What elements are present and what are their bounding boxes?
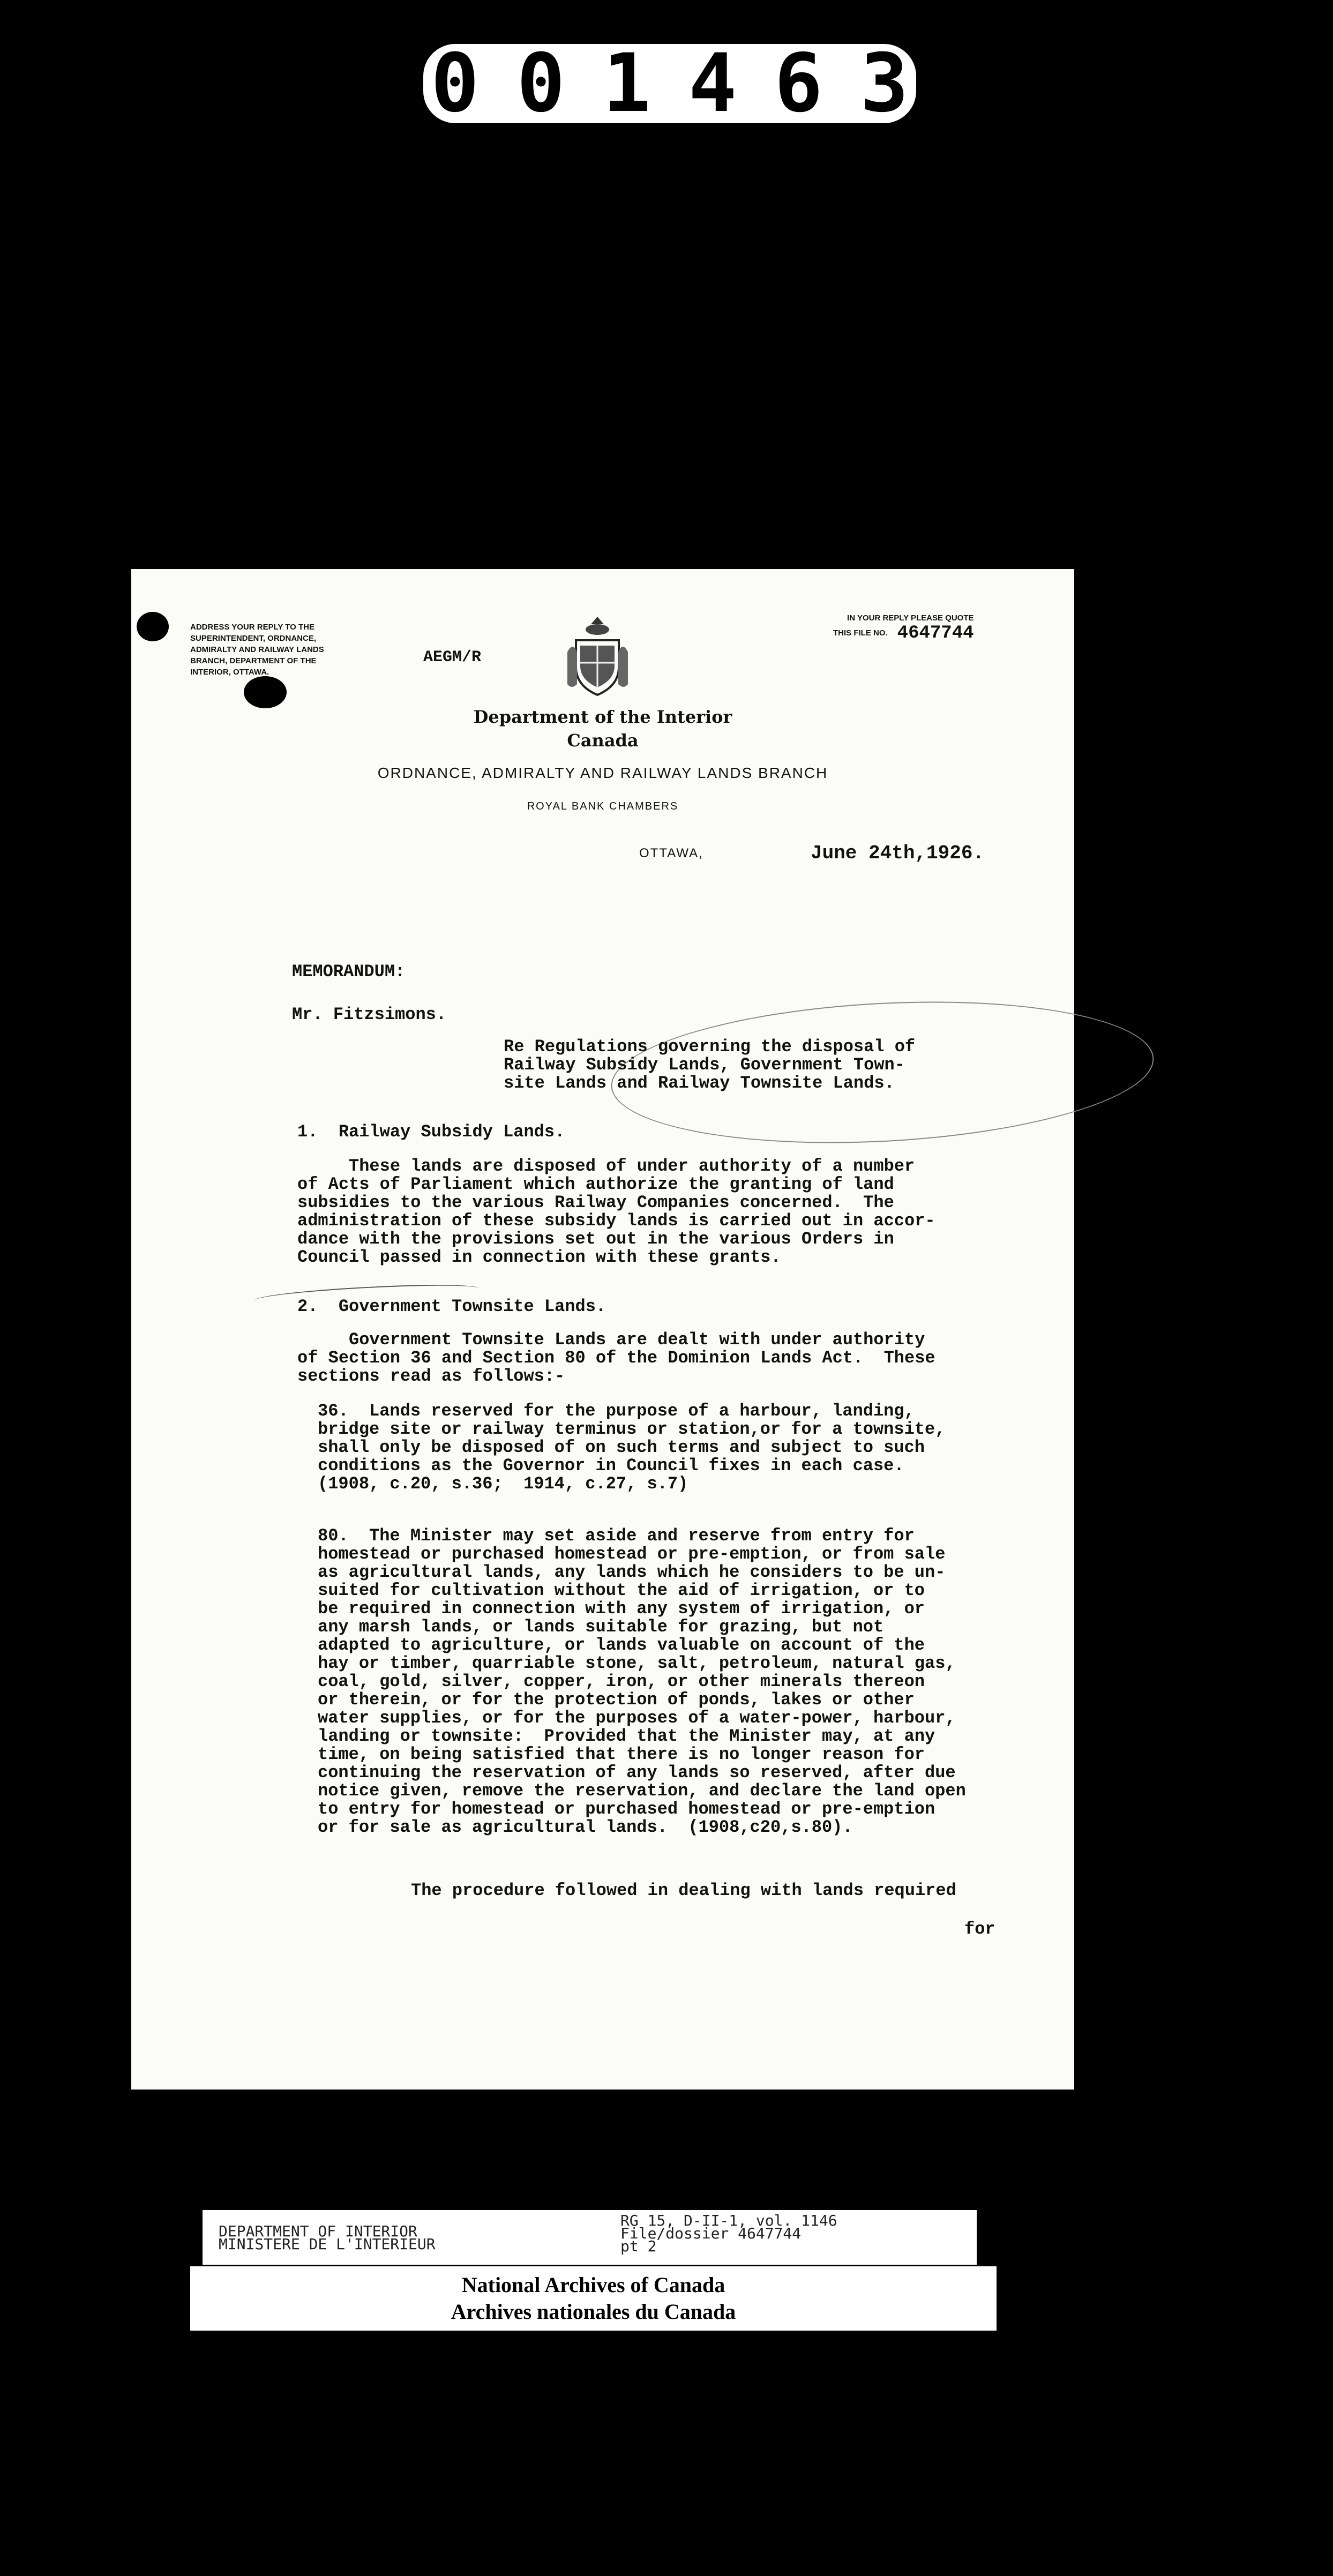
archive-ref-line-2: File/dossier 4647744 <box>620 2225 802 2242</box>
clause-80: 80. The Minister may set aside and reserve from entry for homestead or purchased homestead or pre-emption, or from sale as agricultural lands, any lands which he considers to be un- suited for cultivation without the aid of irrigation, or to be required in connection with any system of irrigation, or any marsh lands, or lands suitable for grazing, but not adapted to agriculture, or lands valuable on account of the hay or timber, quarriable stone, salt, petroleum, natural gas, coal, gold, silver, copper, iron, or other minerals thereon or therein, or for the protection of ponds, lakes or other water supplies, or for the purposes of a water-power, harbour, landing or townsite: Provided that the Minister may, at any time, on being satisfied that there is no longer reason for continuing the reservation of any lands so reserved, after due notice given, remove the reservation, and declare the land open to entry for homestead or purchased homestead or pre-emption or for sale as agricultural lands. (1908,c20,s.80). <box>318 1526 966 1837</box>
punch-hole <box>137 612 169 641</box>
archive-reference <box>620 2214 837 2253</box>
chambers: ROYAL BANK CHAMBERS <box>527 800 679 812</box>
punch-hole <box>244 676 287 708</box>
file-number: 4647744 <box>897 623 974 644</box>
memo-recipient: Mr. Fitzsimons. <box>292 1005 447 1024</box>
archive-ref-line-1: RG 15, D-II-1, vol. 1146 <box>620 2212 837 2229</box>
archive-reference-box <box>203 2210 977 2265</box>
section-2-title: 2. Government Townsite Lands. <box>297 1297 606 1316</box>
file-label: THIS FILE NO. <box>833 628 888 638</box>
clause-36: 36. Lands reserved for the purpose of a harbour, landing, bridge site or railway terminus or station,or for a townsite, shall only be disposed of on such terms and subject to such conditions as the Governor in Council fixes in each case. (1908, c.20, s.36; 1914, c.27, s.7) <box>318 1401 946 1494</box>
branch-name: ORDNANCE, ADMIRALTY AND RAILWAY LANDS BRANCH <box>377 765 828 781</box>
memo-subject: Re Regulations governing the disposal of Railway Subsidy Lands, Government Town- site Lands and Railway Townsite Lands. <box>504 1037 916 1093</box>
reference-code: AEGM/R <box>423 648 482 667</box>
department-label <box>219 2222 436 2253</box>
reply-quote <box>833 611 974 644</box>
coat-of-arms-icon <box>564 615 631 700</box>
memo-heading: MEMORANDUM: <box>292 962 406 982</box>
section-1-title: 1. Railway Subsidy Lands. <box>297 1122 565 1142</box>
section-1-body: These lands are disposed of under authority of a number of Acts of Parliament which authorize the granting of land subsidies to the various Railway Companies concerned. The administration of these subsidy lands is carried out in accor- dance with the provisions set out in the various Orders in Council passed in connection with these grants. <box>297 1156 935 1267</box>
department-line-1: Department of the Interior <box>473 707 732 727</box>
closing-line: The procedure followed in dealing with lands required <box>411 1881 956 1900</box>
archives-label <box>190 2266 997 2331</box>
archive-ref-line-3: pt 2 <box>620 2237 657 2255</box>
city: OTTAWA, <box>639 846 703 860</box>
address-note: ADDRESS YOUR REPLY TO THE SUPERINTENDENT, ORDNANCE, ADMIRALTY AND RAILWAY LANDS BRANCH, DEPARTMENT OF THE INTERIOR, OTTAWA. <box>190 623 324 677</box>
catchword: for <box>964 1919 995 1939</box>
reply-label: IN YOUR REPLY PLEASE QUOTE <box>847 613 974 623</box>
frame-number: 001463 <box>423 44 916 123</box>
department-english: DEPARTMENT OF INTERIOR <box>219 2222 417 2240</box>
archives-english: National Archives of Canada <box>461 2273 725 2297</box>
letter-date: June 24th,1926. <box>811 842 985 864</box>
department-name <box>131 705 1074 752</box>
section-2-body: Government Townsite Lands are dealt with under authority of Section 36 and Section 80 of the Dominion Lands Act. These sections read as follows:- <box>297 1330 935 1386</box>
archives-french: Archives nationales du Canada <box>451 2300 736 2324</box>
department-line-2: Canada <box>567 730 639 751</box>
department-french: MINISTERE DE L'INTERIEUR <box>219 2235 436 2253</box>
letter-page <box>131 569 1074 2090</box>
